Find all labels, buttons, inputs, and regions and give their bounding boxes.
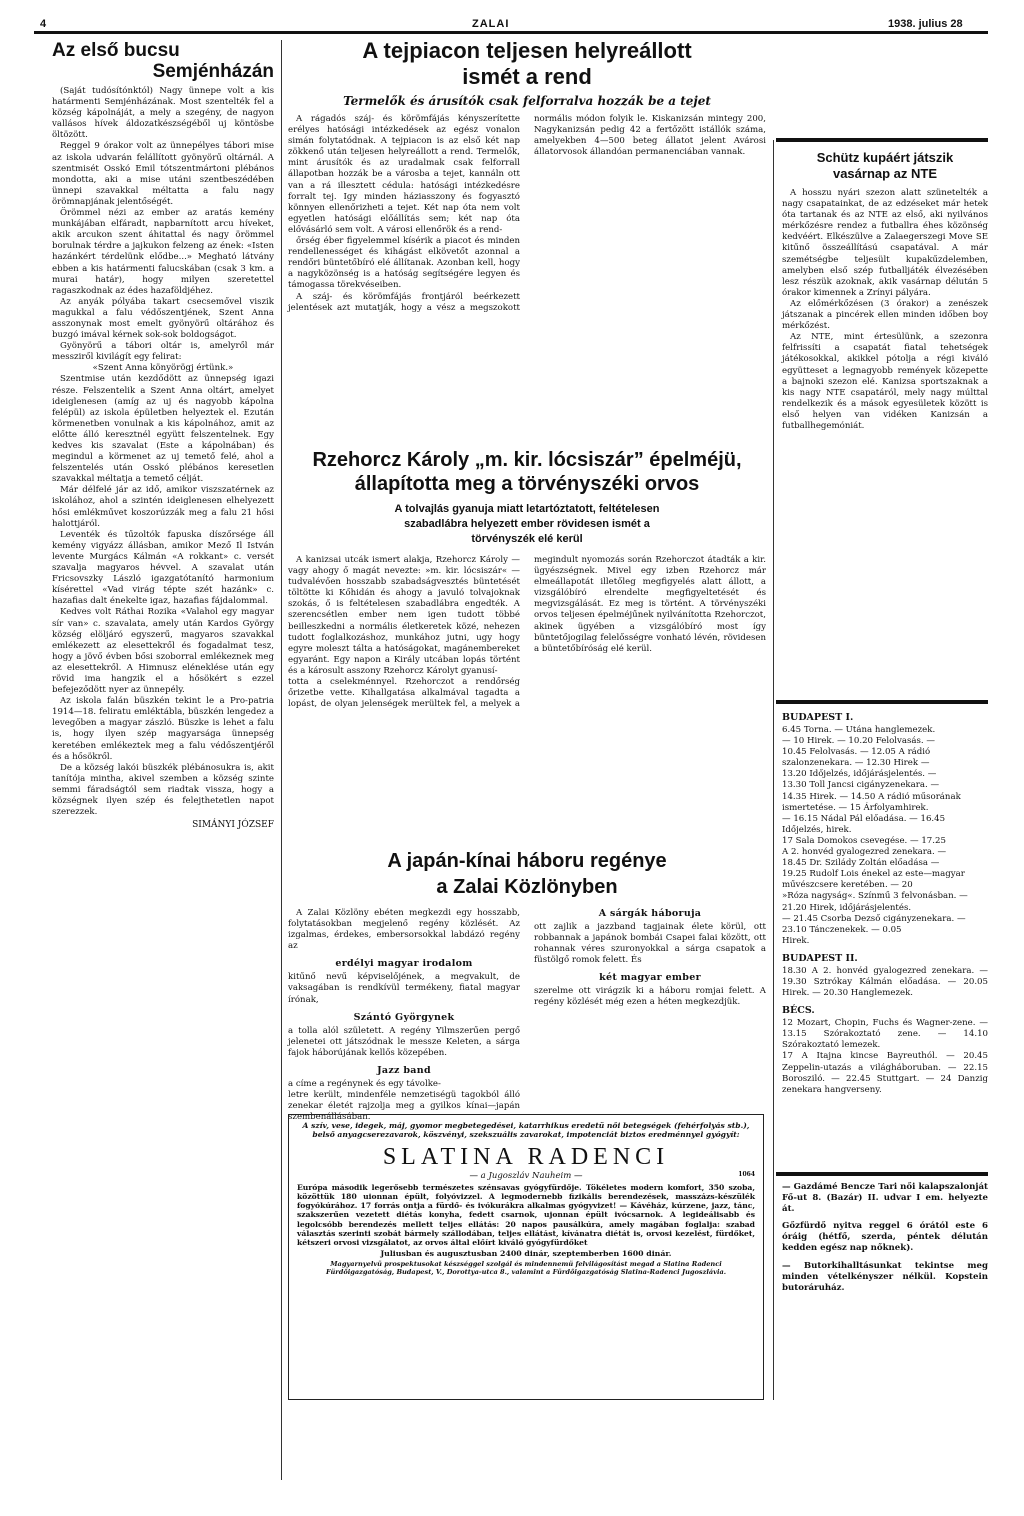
story2-subhead-line1: A tolvajlás gyanuja miatt letartóztatott, feltételesen bbox=[394, 503, 660, 515]
radio-station-1: BUDAPEST I. bbox=[782, 712, 854, 723]
story3-paragraph: letre került, mindenféle nemzetiségü tagokból álló zenekar életét rajzolja meg a gyilkos kínai—japán szembenállásában. bbox=[288, 1090, 520, 1123]
classifieds bbox=[782, 1182, 988, 1294]
story1-paragraph: A száj- és körömfájás frontjáról beérkezett jelentések azt mutatják, hogy a vész a megszokott normális módon folyik le. Kiskanizsán mintegy 200, Nagykanizsán pedig 42 a fertőzött istállók száma, amelyekben 4—500 beteg állatot jelent Avárosi állatorvosok állandóan permanenciában vannak. bbox=[288, 114, 766, 313]
radio-program bbox=[782, 712, 988, 1096]
left-signature: SIMÁNYI JÓZSEF bbox=[192, 820, 274, 831]
radio-line: 13.30 Toll Jancsi cigányzenekara. — bbox=[782, 780, 940, 791]
story2-paragraph: A kanizsai utcák ismert alakja, Rzehorcz Károly — vagy ahogy ő magát nevezte: »m. kir. lócsiszár« — tudvalévően hosszabb szabadságvesztés büntetését töltötte ki Kőhidán és ahogy a javuló tolvajoknak szokás, ő is feltételesen szabadlábra engedték. A szerencsétlen ember nem igen tudott többé beilleszkedni a normális életkeretek közé, nehezen tudott foglalkozáshoz, munkához jutni, ugy hogy egyre moleszt tálta a hatóságokat, magánembereket egyaránt. Egy napon a Király utcában lopás történt és a károsult asszony Rzehorcz Károlyt gyanusí- bbox=[288, 555, 520, 676]
page-number: 4 bbox=[40, 18, 47, 30]
column-divider bbox=[773, 140, 774, 1400]
story2-subhead-line3: törvényszék elé kerül bbox=[471, 533, 583, 545]
story3-headline-line1: A japán-kínai háboru regénye bbox=[387, 850, 667, 872]
left-paragraph: Örömmel nézi az ember az aratás kemény munkájában elfáradt, napbarnított arcu híveket, akik arcukon szent áhitattal és nagy örömmel borulnak térdre a jajkukon felzeng az ének: «Isten hazánkért térdelünk elődbe...» Megható látvány ebben a kis határmenti falucskában (csak 3 km. a murai határ), hogy milyen szeretettel ragaszkodnak az édes hazaföldjéhez. bbox=[52, 208, 274, 296]
radio-line: 17 A Itajna kincse Bayreuthól. — 20.45 Zeppelin-utazás a világháboruban. — 22.15 Borosziló. — 22.45 Stuttgart. — 24 Danzig zenekara hangverseny. bbox=[782, 1051, 988, 1095]
ad-subtitle: — a Jugoszláv Nauheim — bbox=[469, 1170, 583, 1181]
radio-line: 6.45 Torna. — Utána hanglemezek. bbox=[782, 725, 936, 735]
right-paragraph: Az NTE, mint értesülünk, a szezonra felfrissíti a csapatát fiatal tehetségek játékosokkal, akikkel pótolja a régi kiváló együtteset a legnagyobb remények közepette a bajnoki szezon elé. Kanizsa sportszaknak a kis nagy NTE csapatáról, mely nagy múlttal rendelkezik és a mások egyesületek között is első helyen van vidéken Kanizsán a futballhegemóniát. bbox=[782, 332, 988, 431]
story3-paragraph: szerelme ott virágzik ki a háboru romjai felett. A regény közlését még ezen a héten megkezdjük. bbox=[534, 986, 766, 1008]
story1-paragraph: őrség éber figyelemmel kísérik a piacot és minden rendellenességet és kihágást elkövetőt azonnal a rendőri büntetőbíró elé állítanak. Azonban kell, hogy a nagyközönség is a hatóság segítségére legyen és támogassa törekvéseiben. bbox=[288, 236, 520, 291]
story3-paragraph: a tolla alól született. A regény Yilmszerűen pergő jelenetei ott játszódnak le messze Keleten, a sárga fajok háborújának kellős közepében. bbox=[288, 1025, 520, 1058]
left-paragraph: Az iskola falán büszkén tekint le a Pro-patria 1914—18. feliratu emléktábla, büszkén lengedez a levegőben a magyar zászló. Büszke is lehet a falu is, hogy ilyen szép magyarsága ünnepség keretében emlékeztek meg a falu védőszentjéről és a hősökről. bbox=[52, 696, 274, 762]
right-radio-bar bbox=[776, 700, 988, 704]
right-paragraph: Az előmérkőzésen (3 órakor) a zenészek játszanak a pincérek ellen minden időben boy mérkőzést. bbox=[782, 298, 988, 332]
story3-highlight: erdélyi magyar irodalom bbox=[335, 958, 473, 970]
left-paragraph: (Saját tudósítónktól) Nagy ünnepe volt a kis határmenti Semjénházának. Most szentelték fel a község kápolnáját, a mely a szegény, de nagyon vallásos hívek áldozatkészségéből uj köntösbe öltözött. bbox=[52, 86, 274, 141]
right-paragraph: A hosszu nyári szezon alatt szünetelték a nagy csapatainkat, de az edzéseket már hetek óta tartanak és az NTE az első, aki nyilvános mérkőzésre rendez a futballra éhes közönség kedvéért. Elkészülve a Zalaegerszegi Move SE kitűnő összeállítású csapatával. A már szemétségbe teljesült kupakűzdelemben, amelyben első szép futballjáték élvezésében lesz részük azoknak, akik vasárnap délután 5 órakor kimennek a Zrínyi pályára. bbox=[782, 188, 988, 298]
story3-highlight: A sárgák háboruja bbox=[598, 908, 702, 919]
story3-paragraph: a címe a regénynek és egy távolke- bbox=[288, 1078, 441, 1089]
column-divider bbox=[281, 40, 282, 1480]
right-column bbox=[782, 150, 988, 432]
center-story-3 bbox=[288, 848, 766, 1126]
left-column bbox=[52, 40, 274, 830]
story3-highlight: Jazz band bbox=[377, 1064, 431, 1076]
classified-ad: — Gazdámé Bencze Tari női kalapszalonját Fő-ut 8. (Bazár) II. udvar I em. helyezte át. bbox=[782, 1182, 988, 1215]
left-paragraph: Reggel 9 órakor volt az ünnepélyes tábori mise az iskola udvarán felállított gyönyörű oltárnál. A szentmisét Osskó Emil tótszentmártoni plébános mondotta, aki a mise utáni szentbeszédében ünnepi szavakkal méltatta a falu nagy örömnapjának jelentőségét. bbox=[52, 141, 274, 207]
radio-station-3: BÉCS. bbox=[782, 1005, 815, 1017]
story1-subhead: Termelők és árusítók csak felforralva hozzák be a tejet bbox=[343, 94, 711, 108]
radio-line: Hirek. bbox=[782, 935, 810, 946]
issue-date: 1938. julius 28 bbox=[888, 18, 963, 30]
story3-paragraph: kitűnő nevű képviselőjének, a megvakult, de vaksagában is rendkívül termékeny, fiatal magyar írónak, bbox=[288, 972, 520, 1005]
left-title-line1: Az első bucsu bbox=[52, 40, 180, 61]
radio-line: 14.35 Hirek. — 14.50 A rádió műsorának ismertetése. — 15 Árfolyamhirek. bbox=[782, 791, 961, 813]
left-paragraph: Szentmise után kezdődött az ünnepség igazi része. Felszentelik a Szent Anna oltárt, amelyet ideiglenesen (amíg az uj és nagyobb kápolna felépül) az iskola épületben helyeztek el. Ezután körmenetben vonulnak a kis kápolnához, amit az előtte álló keresztnél együtt felszentelnek. Egy kedves kis szavalat (Este a kápolnában) és megindul a körmenet az uj temető felé, ahol a felszentelés után Osskó plébános keresetlen szavakkal méltatja a temető célját. bbox=[52, 374, 274, 485]
story3-paragraph: A Zalai Közlöny ebéten megkezdi egy hosszabb, folytatásokban megjelenő regény közlését. Az izgalmas, érdekes, embersorsokkal labdázó regény az bbox=[288, 908, 520, 952]
paper-name: ZALAI bbox=[472, 18, 510, 30]
radio-line: 12 Mozart, Chopin, Fuchs és Wagner-zene. — 13.15 Szórakoztató zene. — 14.10 Szórakoztató lemezek. bbox=[782, 1018, 988, 1051]
radio-line: 18.45 Dr. Szilády Zoltán előadása — bbox=[782, 858, 940, 869]
ad-footer: Magyarnyelvü prospektusokat készséggel szolgál és mindennemü felvilágosítást megad a Slatina Radenci Fürdőigazgatóság, Budapest, V., Dorottya-utca 8., valamint a Fürdőigazgatóság Slatina-Radenci Jugoszlávia. bbox=[325, 1260, 727, 1277]
left-article-body bbox=[52, 86, 274, 818]
radio-line: — 10 Hirek. — 10.20 Felolvasás. — bbox=[782, 736, 935, 747]
right-top-bar bbox=[776, 138, 988, 142]
right-headline-line2: vasárnap az NTE bbox=[832, 166, 938, 181]
ad-lead: A szív, vese, idegek, máj, gyomor megbetegedései, katarrhikus eredetü női betegségek (fehérfolyás stb.), belső anyagcserezavarok, köszvényi, szekszuális zavarokat, impotenciát biztos eredménnyel gyógyít: bbox=[302, 1121, 750, 1140]
story3-headline-line2: a Zalai Közlönyben bbox=[436, 876, 618, 898]
center-story-2 bbox=[288, 448, 766, 719]
radio-line: — 21.45 Csorba Dezső cigányzenekara. — 23.10 Tánczenekek. — 0.05 bbox=[782, 913, 966, 935]
left-paragraph: Az anyák pólyába takart csecsemővel viszik magukkal a falu védőszentjének, Szent Anna asszonynak most emelt gyönyörű oltárához és buzgó imával kérnek sok-sok boldogságot. bbox=[52, 296, 274, 341]
story2-headline-line1: Rzehorcz Károly „m. kir. lócsiszár” épelméjü, bbox=[312, 449, 742, 471]
classified-ad: Gőzfürdő nyitva reggel 6 órától este 6 óráig (hétfő, szerda, péntek délután kedden egész nap nőknek). bbox=[782, 1221, 988, 1254]
story3-highlight: két magyar ember bbox=[599, 972, 701, 984]
left-paragraph: De a község lakói büszkék plébánosukra is, akit tanítója mintha, akivel szemben a község szinte semmi fáradságtól sem riadtak vissza, hogy a községnek ilyen szép és felejthetetlen napot szerezzek. bbox=[52, 762, 274, 818]
story2-paragraph: totta a cselekménnyel. Rzehorczot a rendőrség őrizetbe vette. Kihallgatása alkalmával tagadta a lopást, de olyan jelenségek merültek fel, a melyek a megindult nyomozás során Rzehorczot átadták a kir. ügyészségnek. Mivel egy izben Rzehorcz már elmeállapotát illetőleg megfigyelés alatt állott, a vizsgálóbíró elrendelte megfigyeltetését és megvizsgálását. Ez meg is történt. A törvényszéki orvos teljesen épelméjűnek nyilvánította Rzehorczot, akinek ügyében a vizsgálóbíró most így büntetőjogilag felelősségre vonható lévén, rövidesen a büntetőbíróság elé kerül. bbox=[288, 555, 766, 710]
right-headline-line1: Schütz kupáért játszik bbox=[816, 150, 954, 165]
slatina-radenci-ad bbox=[288, 1114, 764, 1400]
radio-line: 13.20 Időjelzés, időjárásjelentés. — bbox=[782, 769, 937, 780]
ad-brand-name: SLATINA RADENCI bbox=[382, 1143, 670, 1170]
radio-line: 17 Sala Domokos csevegése. — 17.25 bbox=[782, 835, 946, 846]
ad-price: Juliusban és augusztusban 2400 dinár, szeptemberben 1600 dinár. bbox=[380, 1249, 672, 1259]
left-paragraph: Kedves volt Ráthai Rozika «Valahol egy magyar sír van» c. szavalata, amely után Kardos György község elöljáró egyszerű, magyaros szavakkal emlékezett az elesettekről és fogadalmat tesz, hogy a jövő évben bősi szoborral emlékeznek meg az elesettekről. A Himnusz eléneklése után egy rövid ima hangzik el a hősökért s ezzel befejeződött nyer az ünnepély. bbox=[52, 607, 274, 696]
story2-headline-line2: állapította meg a törvényszéki orvos bbox=[354, 473, 700, 495]
ad-body: Európa második legerősebb természetes szénsavas gyógyfürdője. Tökéletes modern komfort, 350 szoba, közöttük 180 uionnan épült, folyóvizzel. A legmodernebb fizikális berendezések, masszázs-készülék fogyókúrához. 17 forrás ontja a fürdő- és ivókurákra alkalmas gyógyvizet! — Kávéház, kúrzene, jazz, tánc, szakszerűen vezetett diétás konyha, fedett csarnok, ujonnan épült ivócsarnok. A legideálisabb és legolcsóbb berendezés mellett teljes ellátás: 20 napos pausálkúra, amely magában foglalja: szabad választás szerinti szobát bármely szállodában, teljes ellátást, kívánatra diétát is, orvosi kezelést, fürdőket, kétszeri orvosi vizsgálatot, az orvos által előírt kiváló gyógyfürdőket bbox=[297, 1182, 755, 1248]
story1-headline-line2: ismét a rend bbox=[462, 64, 592, 89]
radio-line: A 2. honvéd gyalogezred zenekara. — bbox=[782, 847, 947, 858]
story1-headline-line1: A tejpiacon teljesen helyreállott bbox=[362, 38, 692, 63]
radio-line: — 16.15 Nádal Pál előadása. — 16.45 bbox=[782, 813, 946, 824]
left-paragraph: Már délfelé jár az idő, amikor viszszatérnek az iskolához, ahol a szintén ideiglenesen elhelyezett hősi emlékművet koszorúzzák meg a falu 21 hősi halottjáról. bbox=[52, 485, 274, 529]
left-paragraph: Leventék és tűzoltók fapuska díszőrsége áll kemény vigyázz állásban, amikor Mező Il István levente Murgács Kálmán «A rokkant» c. versét szavalja magyaros hévvel. A szavalat után Fricsovszky László igazgatótanító harmonium kísérettel «Vad virág tépte szét hazánk» c. hazafias dalt énekelte igaz, hazafias fájdalommal. bbox=[52, 529, 274, 607]
radio-line: 19.25 Rudolf Lois énekel az este—magyar művészcsere keretében. — 20 bbox=[782, 869, 965, 891]
story1-paragraph: A rágadós száj- és körömfájás kényszerítette erélyes hatósági intézkedések az egész vonalon simán folytatódnak. A tejpiacon is az első két nap zökkenő után teljesen helyreállott a rend. Termelők, mint árusítók és az uradalmak csak felforrall állapotban hozzák be a városba a tejet, kannáln ott van a rá illesztett cédula: hatósági intézkedésre forralt tej. Igy minden háziasszony és fogyasztó könnyen ellenőrizheti a tejet. Két nap óta nem volt egyetlen hatósági előállítás sem; két nap óta elővásárló sem volt. A városi ellenőrök és a rend- bbox=[288, 114, 520, 235]
radio-line: »Róza nagyság«. Színmű 3 felvonásban. — 21.20 Hirek, időjárásjelentés. bbox=[782, 891, 968, 913]
header-rule bbox=[34, 31, 988, 34]
radio-line: Időjelzés, hirek. bbox=[782, 824, 852, 835]
center-story-1 bbox=[288, 38, 766, 314]
left-paragraph: Gyönyörű a tábori oltár is, amelyről már messziről kivilágít egy felirat: bbox=[52, 341, 274, 363]
story1-body bbox=[288, 114, 766, 314]
story3-body bbox=[288, 908, 766, 1126]
radio-station-2: BUDAPEST II. bbox=[782, 952, 858, 964]
radio-line: 10.45 Felolvasás. — 12.05 A rádió szalonzenekara. — 12.30 Hirek — bbox=[782, 747, 931, 769]
left-paragraph: «Szent Anna könyörögj értünk.» bbox=[92, 363, 234, 374]
radio-line: 18.30 A 2. honvéd gyalogezred zenekara. — 19.30 Sztrókay Kálmán előadása. — 20.05 Hirek. — 20.30 Hanglemezek. bbox=[782, 965, 988, 999]
right-classified-bar bbox=[776, 1172, 988, 1176]
left-title-line2: Semjénházán bbox=[152, 61, 274, 82]
classified-ad: — Butorkihalltásunkat tekintse meg minden vételkényszer nélkül. Kopstein butoráruház. bbox=[782, 1260, 988, 1293]
story3-paragraph: ott zajlik a jazzband tagjainak élete körül, ott robbannak a japánok bombái Csapei falai között, ott rohannak véres szuronyokkal a sárga csapatok a füstölgő romok felett. És bbox=[534, 922, 766, 966]
ad-code: 1064 bbox=[738, 1170, 755, 1178]
story2-body bbox=[288, 555, 766, 719]
story3-author: Szántó Györgynek bbox=[353, 1011, 455, 1023]
story2-subhead-line2: szabadlábra helyezett ember rövidesen ismét a bbox=[404, 518, 650, 530]
